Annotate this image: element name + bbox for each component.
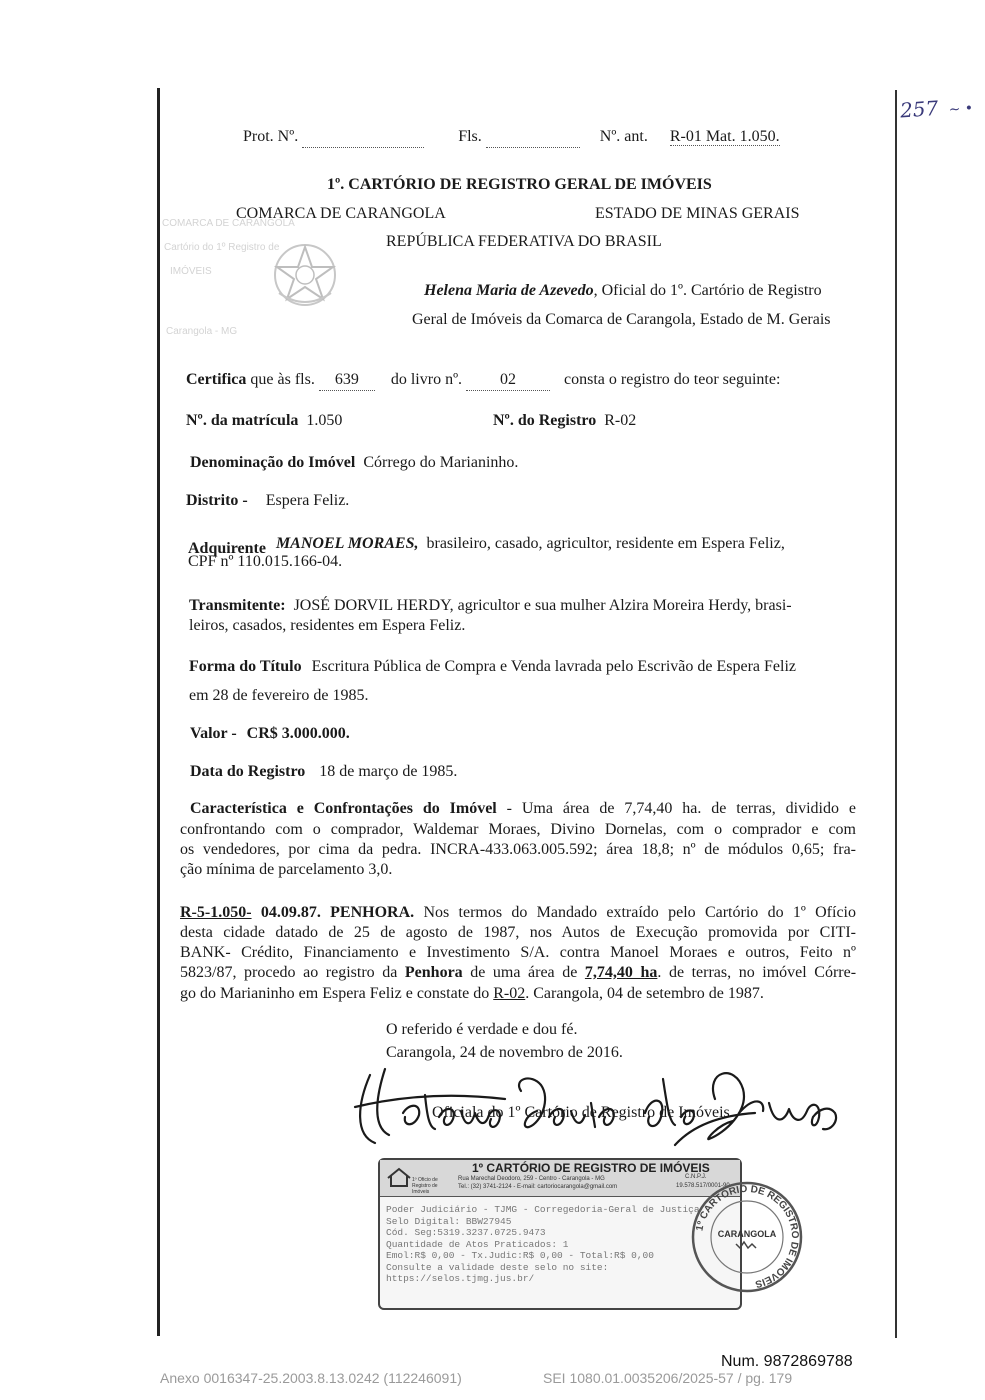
round-seal-center: CARANGOLA	[717, 1229, 777, 1239]
stamp-contact: Tel.: (32) 3741-2124 - E-mail: cartoriocarangola@gmail.com	[458, 1184, 618, 1190]
averbacao-text-5a: go do Marianinho em Espera Feliz e constate do	[180, 985, 490, 1002]
stamp-seal-line: Poder Judiciário - TJMG - Corregedoria-Geral de Justiça	[386, 1204, 700, 1215]
closing-line-2: Carangola, 24 de novembro de 2016.	[386, 1044, 623, 1061]
averbacao-line-2: desta cidade datado de 25 de agosto de 1987, nos Autos de Execução promovida por CITI-	[180, 924, 856, 941]
footer-sei: SEI 1080.01.0035206/2025-57 / pg. 179	[543, 1370, 793, 1386]
data-registro-value: 18 de março de 1985.	[319, 763, 458, 780]
averbacao-date-title: 04.09.87. PENHORA.	[260, 904, 415, 921]
adquirente-line-1	[188, 534, 785, 557]
registro-line	[493, 411, 636, 431]
stamp-seal-line: Selo Digital: BBW27945	[386, 1215, 512, 1227]
adquirente-text: brasileiro, casado, agricultor, residente em Espera Feliz,	[426, 535, 785, 552]
stamp-seal-line: Quantidade de Atos Praticados: 1	[386, 1238, 569, 1250]
averbacao-text-4b: de uma área de	[470, 964, 578, 981]
margin-page-number: 257 ~ •	[899, 95, 974, 123]
stamp-seal-lines	[386, 1204, 700, 1285]
margin-page-number-text: 257	[899, 95, 940, 123]
averbacao-code: R-5-1.050-	[180, 904, 252, 921]
transmitente-line-2: leiros, casados, residentes em Espera Feliz.	[189, 617, 466, 634]
stamp-header	[380, 1160, 740, 1197]
certifica-text-2: do livro nº.	[390, 371, 463, 388]
denominacao-value: Córrego do Marianinho.	[363, 454, 519, 471]
estado: ESTADO DE MINAS GERAIS	[595, 205, 800, 222]
averbacao-line-3: BANK- Crédito, Financiamento e Investimento S/A. contra Manoel Moraes e outros, Feito nº	[180, 944, 856, 961]
averbacao-text-4a: 5823/87, procedo ao registro da	[180, 964, 398, 981]
document-number: Num. 9872869788	[721, 1353, 853, 1370]
certifica-text-1: que às fls.	[250, 371, 315, 388]
stamp-address: Rua Marechal Deodoro, 259 - Centro - Carangola - MG	[458, 1176, 605, 1182]
prot-blank	[302, 127, 424, 148]
oficiala-role: Oficiala do 1º Cartório de Registro de Imóveis	[432, 1104, 730, 1121]
certifica-line	[186, 370, 826, 391]
transmitente-label: Transmitente:	[189, 597, 286, 614]
matricula-label: Nº. da matrícula	[186, 412, 299, 429]
forma-titulo-line-1	[189, 657, 796, 677]
distrito-line	[186, 491, 349, 511]
adquirente-label: Adquirente	[188, 540, 266, 557]
stamp-title: 1º CARTÓRIO DE REGISTRO DE IMÓVEIS	[472, 1161, 710, 1175]
oficial-line-1-rest: , Oficial do 1º. Cartório de Registro	[593, 282, 822, 299]
forma-titulo-text-1: Escritura Pública de Compra e Venda lavrada pelo Escrivão de Espera Feliz	[311, 658, 797, 675]
oficial-name: Helena Maria de Azevedo	[424, 282, 594, 299]
adquirente-cpf: CPF nº 110.015.166-04.	[188, 553, 343, 570]
averbacao-r02: R-02	[493, 985, 526, 1002]
forma-titulo-label: Forma do Título	[189, 658, 302, 675]
averbacao-line-1	[180, 903, 856, 923]
averbacao-text-4c: . de terras, no imóvel Córre-	[657, 964, 857, 981]
stamp-seal-line: Consulte a validade deste selo no site:	[386, 1261, 609, 1273]
stamp-seal-line: https://selos.tjmg.jus.br/	[386, 1273, 535, 1284]
footer-anexo: Anexo 0016347-25.2003.8.13.0242 (112246091)	[160, 1370, 462, 1386]
denominacao-label: Denominação do Imóvel	[190, 454, 356, 471]
averbacao-text-1: Nos termos do Mandado extraído pelo Cartório do 1º Ofício	[423, 904, 856, 921]
faded-seal-line: Cartório do 1º Registro de	[164, 242, 280, 253]
averbacao-penhora: Penhora	[404, 964, 463, 981]
right-margin-rule	[895, 90, 897, 1338]
distrito-label: Distrito -	[186, 492, 248, 509]
fls-blank	[486, 127, 580, 148]
valor-label: Valor -	[190, 725, 237, 742]
house-logo-icon	[386, 1166, 412, 1188]
registro-value: R-02	[604, 412, 637, 429]
denominacao-line	[190, 453, 518, 473]
valor-line	[190, 724, 350, 744]
distrito-value: Espera Feliz.	[265, 492, 350, 509]
faded-seal	[140, 205, 340, 360]
averbacao-area: 7,74,40 ha	[584, 964, 658, 981]
stamp-seal-line: Cód. Seg:5319.3237.0725.9473	[386, 1227, 546, 1238]
round-rubber-seal	[688, 1178, 806, 1296]
transmitente-line-1	[189, 596, 792, 616]
registro-label: Nº. do Registro	[493, 412, 597, 429]
averbacao-line-4	[180, 963, 856, 983]
caracteristica-line-3: os vendedores, por cima da pedra. INCRA-433.063.005.592; área 18,8; nº de módulos 0,65; fra-	[180, 841, 856, 858]
header-line	[243, 127, 803, 148]
oficial-line-2: Geral de Imóveis da Comarca de Carangola, Estado de M. Gerais	[412, 311, 831, 328]
coat-of-arms-icon	[265, 235, 345, 315]
caracteristica-text-1: - Uma área de 7,74,40 ha. de terras, dividido e	[506, 800, 856, 817]
adquirente-name: MANOEL MORAES,	[275, 535, 419, 552]
fls-label: Fls.	[458, 128, 482, 145]
stamp-cnpj-label: C.N.P.J.	[685, 1174, 707, 1180]
transmitente-text-1: JOSÉ DORVIL HERDY, agricultor e sua mulher Alzira Moreira Herdy, brasi-	[293, 597, 792, 614]
round-seal-ring-text: 1º CARTÓRIO DE REGISTRO DE IMÓVEIS	[694, 1183, 801, 1290]
certifica-livro: 02	[466, 370, 550, 391]
closing-line-1: O referido é verdade e dou fé.	[386, 1021, 578, 1038]
data-registro-line	[190, 762, 457, 782]
averbacao-line-5	[180, 984, 764, 1004]
comarca: COMARCA DE CARANGOLA	[236, 205, 446, 222]
forma-titulo-line-2: em 28 de fevereiro de 1985.	[189, 687, 369, 704]
page-title: 1º. CARTÓRIO DE REGISTRO GERAL DE IMÓVEIS	[327, 176, 712, 193]
matricula-value: 1.050	[306, 412, 343, 429]
certifica-label: Certifica	[186, 371, 247, 388]
republica: REPÚBLICA FEDERATIVA DO BRASIL	[386, 233, 662, 250]
certifica-fls: 639	[319, 370, 375, 391]
oficial-line-1	[424, 281, 822, 301]
caracteristica-label: Característica e Confrontações do Imóvel	[190, 800, 497, 817]
num-ant-value: R-01 Mat. 1.050.	[669, 128, 780, 145]
stamp-cnpj: 19.578.517/0001-90	[676, 1183, 730, 1189]
stamp-seal-line: Emol:R$ 0,00 - Tx.Judic:R$ 0,00 - Total:R$ 0,00	[386, 1250, 654, 1261]
stamp-logo-text: 1º Oficio de Registro de Imóveis	[412, 1177, 438, 1195]
num-ant-label: Nº. ant.	[599, 128, 648, 145]
caracteristica-line-1	[190, 799, 856, 819]
prot-label: Prot. Nº.	[243, 128, 299, 145]
faded-seal-line: Carangola - MG	[166, 326, 238, 337]
faded-seal-line: COMARCA DE CARANGOLA	[162, 218, 295, 229]
caracteristica-line-4: ção mínima de parcelamento 3,0.	[180, 861, 393, 878]
averbacao-text-5b: . Carangola, 04 de setembro de 1987.	[525, 985, 764, 1002]
data-registro-label: Data do Registro	[190, 763, 306, 780]
faded-seal-line: IMÓVEIS	[170, 266, 212, 277]
caracteristica-line-2: confrontando com o comprador, Waldemar Moraes, Divino Dornelas, com o comprador e com	[180, 821, 856, 838]
certifica-text-3: consta o registro do teor seguinte:	[564, 371, 781, 388]
valor-value: CR$ 3.000.000.	[246, 725, 350, 742]
